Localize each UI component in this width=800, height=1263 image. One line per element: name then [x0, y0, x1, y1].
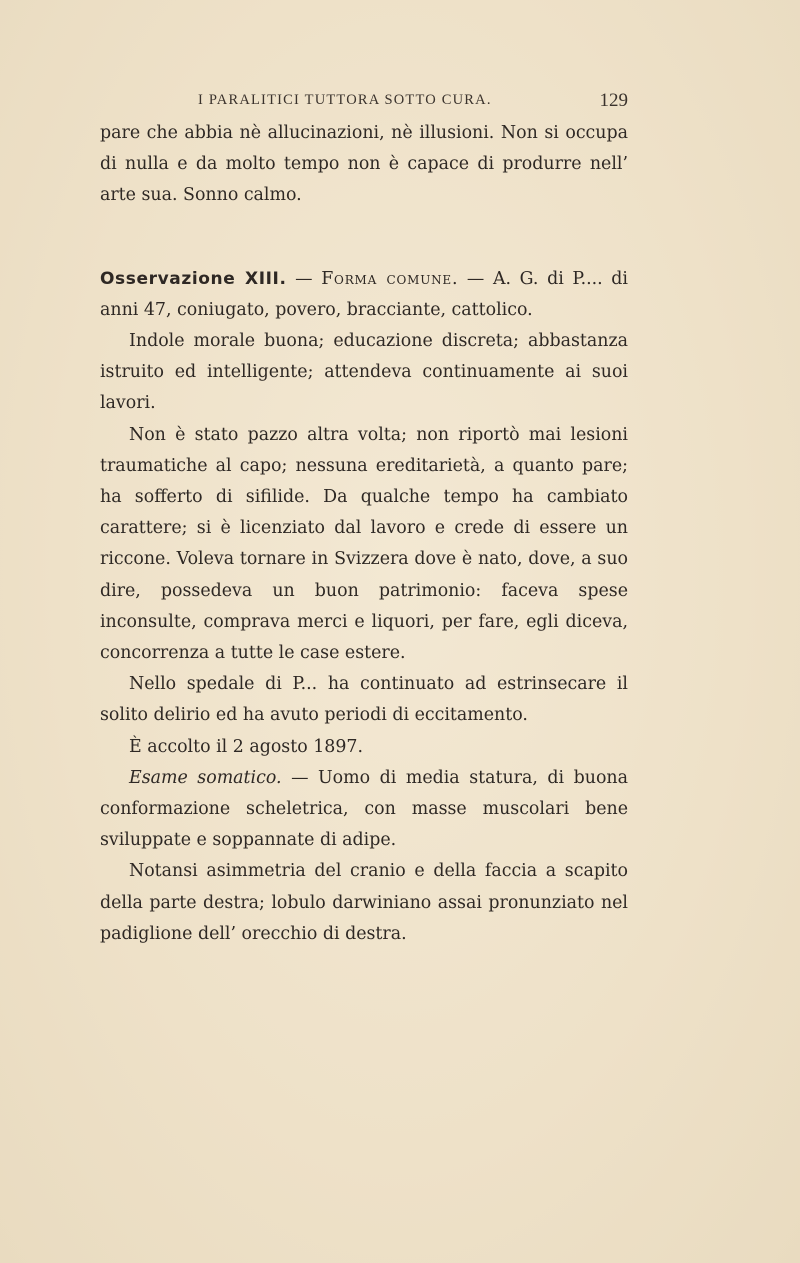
- observation-paragraph: [100, 264, 628, 326]
- paragraph-character: Indole morale buona; educazione discreta; abbastanza istruito ed intelligente; attendeva continuamente ai suoi lavori.: [100, 331, 628, 414]
- continued-paragraph: pare che abbia nè allucinazioni, nè illusioni. Non si occupa di nulla e da molto tempo non è capace di produrre nell’ arte sua. Sonno calmo.: [100, 123, 628, 206]
- paragraph-history: Non è stato pazzo altra volta; non riportò mai lesioni traumatiche al capo; nessuna ereditarietà, a quanto pare; ha sofferto di sifilide. Da qualche tempo ha cambiato carattere; si è licenziato dal lavoro e crede di essere un riccone. Voleva tornare in Svizzera dove è nato, dove, a suo dire, possedeva un buon patrimonio: faceva spese inconsulte, comprava merci e liquori, per fare, egli diceva, concorrenza a tutte le case estere.: [100, 424, 628, 664]
- page-number: 129: [599, 90, 628, 111]
- paragraph-hospital: Nello spedale di P... ha continuato ad estrinsecare il solito delirio ed ha avuto periodi di eccitamento.: [100, 674, 628, 726]
- exam-text: — Uomo di media statura, di buona conformazione scheletrica, con masse muscolari bene sviluppate e soppannate di adipe.: [100, 767, 628, 851]
- observation-heading: Osservazione XIII.: [100, 268, 287, 289]
- observation-patient: — A. G. di P.... di anni 47, coniugato, povero, bracciante, cattolico.: [100, 268, 628, 320]
- running-head: [100, 90, 628, 116]
- observation-form: Forma comune.: [321, 268, 459, 289]
- exam-label: Esame somatico.: [129, 767, 282, 788]
- observation-dash: —: [286, 268, 322, 289]
- paragraph-admission: È accolto il 2 agosto 1897.: [129, 736, 364, 757]
- exam-paragraph: [100, 763, 628, 857]
- body-text: [100, 118, 628, 950]
- book-page: [100, 90, 628, 950]
- running-title: I PARALITICI TUTTORA SOTTO CURA.: [198, 92, 492, 108]
- paragraph-asymmetry: Notansi asimmetria del cranio e della faccia a scapito della parte destra; lobulo darwiniano assai pronunziato nel padiglione dell’ orecchio di destra.: [100, 861, 628, 944]
